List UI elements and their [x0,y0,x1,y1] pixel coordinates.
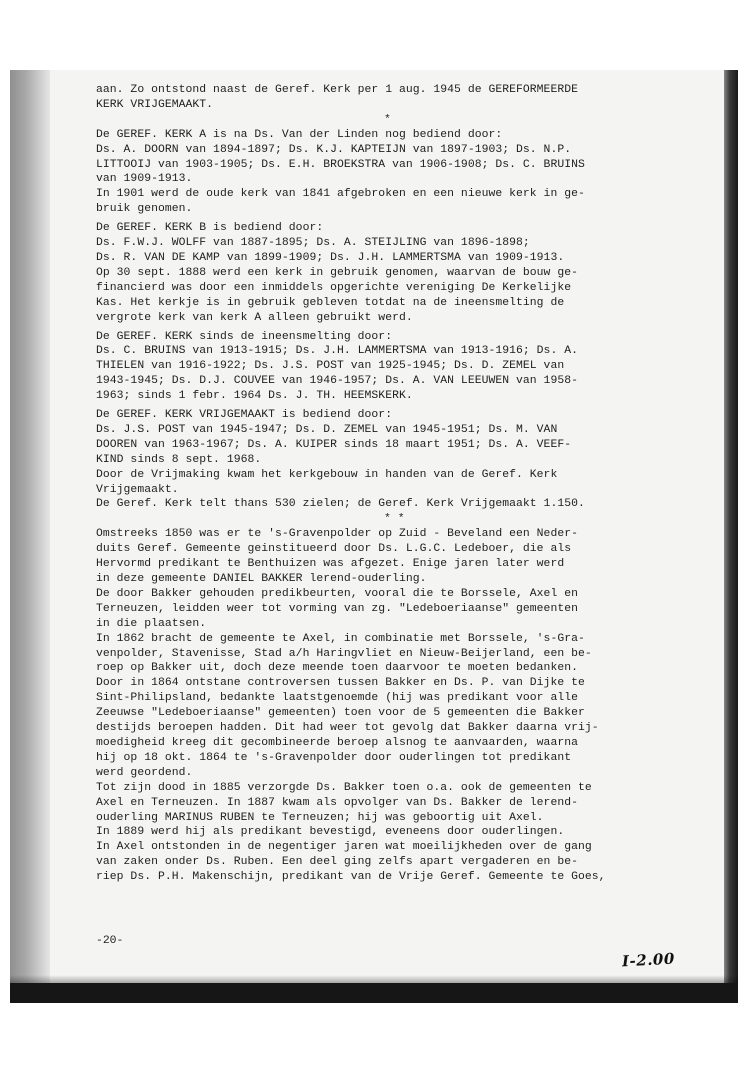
text-line: Door de Vrijmaking kwam het kerkgebouw in handen van de Geref. Kerk [96,468,558,481]
text-line: ouderling MARINUS RUBEN te Terneuzen; hij was geboortig uit Axel. [96,811,544,824]
text-line: Zeeuwse "Ledeboeriaanse" gemeenten) toen voor de 5 gemeenten die Bakker [96,707,585,720]
text-line: Ds. C. BRUINS van 1913-1915; Ds. J.H. LAMMERTSMA van 1913-1916; Ds. A. [96,345,578,358]
text-line: venpolder, Stavenisse, Stad a/h Haringvliet en Nieuw-Beijerland, een be- [96,647,592,660]
text-line: De GEREF. KERK A is na Ds. Van der Linden nog bediend door: [96,128,503,141]
text-line: Op 30 sept. 1888 werd een kerk in gebruik genomen, waarvan de bouw ge- [96,266,578,279]
text-line: aan. Zo ontstond naast de Geref. Kerk per 1 aug. 1945 de GEREFORMEERDE [96,84,578,96]
text-line: KIND sinds 8 sept. 1968. [96,453,262,466]
text-line: bruik genomen. [96,203,193,216]
section-separator: * [384,113,391,126]
text-line: Hervormd predikant te Benthuizen was afgezet. Enige jaren later werd [96,558,565,571]
text-line: Sint-Philipsland, bedankte laatstgenoemde (hij was predikant voor alle [96,692,578,705]
handwritten-reference: I-2.00 [621,949,676,971]
text-line: Tot zijn dood in 1885 verzorgde Ds. Bakker toen o.a. ook de gemeenten te [96,781,592,794]
text-line: destijds beroepen hadden. Dit had weer tot gevolg dat Bakker daarna vrij- [96,722,599,735]
text-line: KERK VRIJGEMAAKT. [96,98,214,111]
text-line: Ds. A. DOORN van 1894-1897; Ds. K.J. KAPTEIJN van 1897-1903; Ds. N.P. [96,143,572,156]
text-line: in die plaatsen. [96,617,207,630]
text-line: DOOREN van 1963-1967; Ds. A. KUIPER sinds 18 maart 1951; Ds. A. VEEF- [96,438,572,451]
text-line: Vrijgemaakt. [96,483,179,496]
text-line: 1963; sinds 1 febr. 1964 Ds. J. TH. HEEMSKERK. [96,390,413,403]
text-line: De GEREF. KERK VRIJGEMAAKT is bediend door: [96,409,393,422]
text-line: THIELEN van 1916-1922; Ds. J.S. POST van 1925-1945; Ds. D. ZEMEL van [96,360,565,373]
text-line: Kas. Het kerkje is in gebruik gebleven totdat na de ineensmelting de [96,296,565,309]
text-line: De GEREF. KERK B is bediend door: [96,222,324,235]
text-line: Door in 1864 ontstane controversen tussen Bakker en Ds. P. van Dijke te [96,677,585,690]
text-line: LITTOOIJ van 1903-1905; Ds. E.H. BROEKSTRA van 1906-1908; Ds. C. BRUINS [96,158,585,171]
text-line: hij op 18 okt. 1864 te 's-Gravenpolder door ouderlingen tot predikant [96,751,572,764]
text-line: in deze gemeente DANIEL BAKKER lerend-ouderling. [96,573,427,585]
text-line: In 1901 werd de oude kerk van 1841 afgebroken en een nieuwe kerk in ge- [96,188,585,201]
text-line: Ds. J.S. POST van 1945-1947; Ds. D. ZEMEL van 1945-1951; Ds. M. VAN [96,423,558,436]
text-line: De Geref. Kerk telt thans 530 zielen; de Geref. Kerk Vrijgemaakt 1.150. [96,498,585,511]
text-line: Terneuzen, leidden weer tot vorming van zg. "Ledeboeriaanse" gemeenten [96,602,578,615]
text-line: Axel en Terneuzen. In 1887 kwam als opvolger van Ds. Bakker de lerend- [96,796,578,809]
binding-edge [10,70,50,995]
text-line: moedigheid kreeg dit gecombineerde beroep alsnog te aanvaarden, waarna [96,736,578,749]
typewritten-text [96,83,696,885]
text-line: roep op Bakker uit, doch deze meende toen daarvoor te moeten bedanken. [96,662,578,675]
text-line: riep Ds. P.H. Makenschijn, predikant van de Vrije Geref. Gemeente te Goes, [96,871,606,884]
text-line: van zaken onder Ds. Ruben. Een deel ging zelfs apart vergaderen en be- [96,856,578,869]
text-line: werd geordend. [96,766,193,779]
text-line: 1943-1945; Ds. D.J. COUVEE van 1946-1957; Ds. A. VAN LEEUWEN van 1958- [96,375,578,388]
page-number: -20- [96,935,124,947]
text-line: van 1909-1913. [96,173,193,186]
text-line: financierd was door een inmiddels opgerichte vereniging De Kerkelijke [96,281,572,294]
text-line: In 1862 bracht de gemeente te Axel, in combinatie met Borssele, 's-Gra- [96,632,585,645]
text-line: In Axel ontstonden in de negentiger jaren wat moeilijkheden over de gang [96,841,592,854]
text-line: In 1889 werd hij als predikant bevestigd, eveneens door ouderlingen. [96,826,565,839]
section-separator: * * [384,513,405,526]
text-line: De GEREF. KERK sinds de ineensmelting door: [96,330,393,343]
text-line: Omstreeks 1850 was er te 's-Gravenpolder op Zuid - Beveland een Neder- [96,528,578,541]
text-line: Ds. R. VAN DE KAMP van 1899-1909; Ds. J.H. LAMMERTSMA van 1909-1913. [96,251,565,264]
scan-border-bottom [10,983,738,1003]
text-line: vergrote kerk van kerk A alleen gebruikt werd. [96,311,413,324]
text-line: Ds. F.W.J. WOLFF van 1887-1895; Ds. A. STEIJLING van 1896-1898; [96,237,530,250]
scan-border-right [724,70,738,995]
text-line: De door Bakker gehouden predikbeurten, vooral die te Borssele, Axel en [96,587,578,600]
text-line: duits Geref. Gemeente geinstitueerd door Ds. L.G.C. Ledeboer, die als [96,543,572,556]
